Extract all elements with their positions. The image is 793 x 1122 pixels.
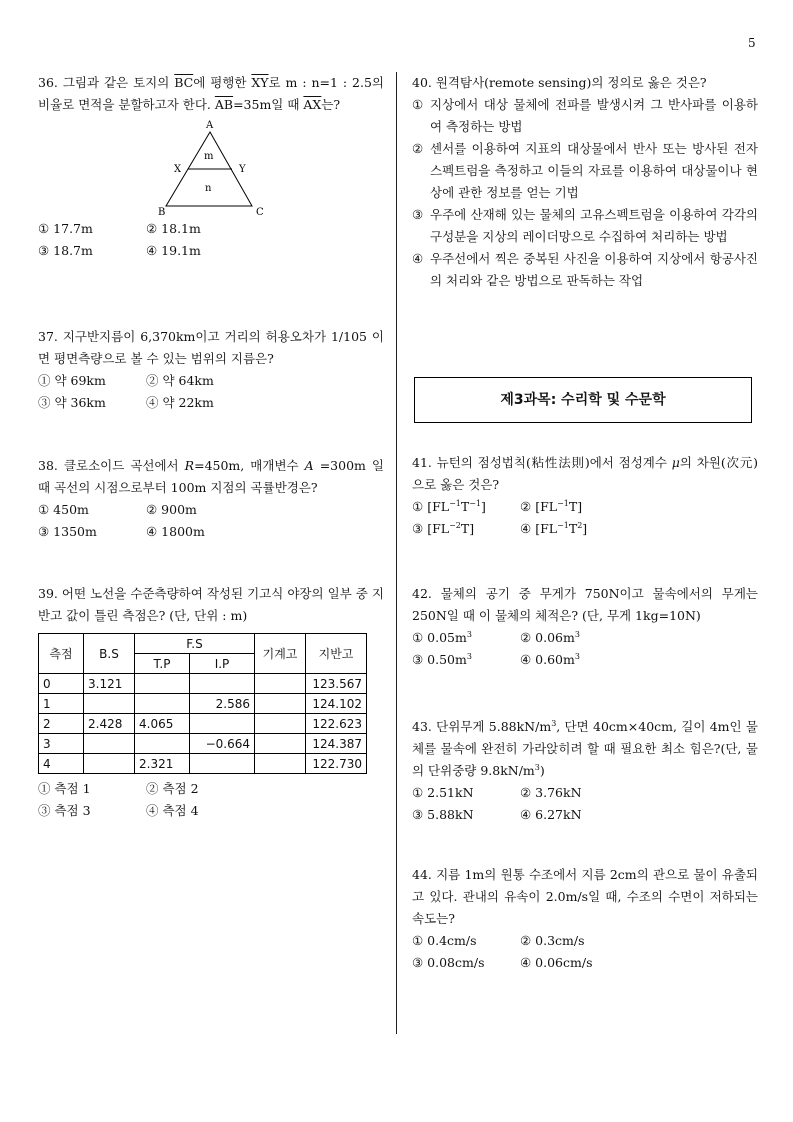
label-c: C bbox=[256, 207, 264, 218]
label-n: n bbox=[205, 183, 212, 194]
option-3[interactable]: ③ 측점 3 bbox=[38, 803, 91, 818]
option-2[interactable]: ② 3.76kN bbox=[520, 785, 582, 800]
option-1[interactable]: ① 약 69km bbox=[38, 373, 106, 388]
option-1[interactable]: ① 지상에서 대상 물체에 전파를 발생시켜 그 반사파를 이용하여 측정하는 방법 bbox=[412, 97, 758, 134]
question-37-options bbox=[38, 370, 384, 414]
label-y: Y bbox=[239, 164, 246, 175]
question-39-stem: 39. 어떤 노선을 수준측량하여 작성된 기고식 야장의 일부 중 지반고 값이 틀린 측점은? (단, 단위 : m) bbox=[38, 586, 384, 623]
table-row: 3 −0.664 124.387 bbox=[39, 734, 367, 754]
subject-heading: 제3과목: 수리학 및 수문학 bbox=[414, 377, 752, 423]
option-4[interactable]: ④ 6.27kN bbox=[520, 807, 582, 822]
label-a: A bbox=[206, 120, 214, 131]
question-37 bbox=[38, 326, 384, 414]
question-40 bbox=[412, 72, 758, 292]
question-42-options bbox=[412, 627, 758, 671]
option-4[interactable]: ④ 0.06cm/s bbox=[520, 955, 593, 970]
question-36 bbox=[38, 72, 384, 262]
header-tp: T.P bbox=[135, 654, 190, 674]
option-4[interactable]: ④ 19.1m bbox=[146, 243, 201, 258]
table-row: 0 3.121 123.567 bbox=[39, 674, 367, 694]
option-3[interactable]: ③ 5.88kN bbox=[412, 807, 474, 822]
option-4[interactable]: ④ 약 22km bbox=[146, 395, 214, 410]
option-2[interactable]: ② 0.3cm/s bbox=[520, 933, 585, 948]
leveling-field-book-table bbox=[38, 633, 367, 774]
option-3[interactable]: ③ $0.50m^3$ bbox=[412, 651, 472, 667]
option-2[interactable]: ② 측점 2 bbox=[146, 781, 199, 796]
label-x: X bbox=[174, 164, 182, 175]
question-40-stem: 40. 원격탐사(remote sensing)의 정의로 옳은 것은? bbox=[412, 75, 707, 90]
option-1[interactable]: ① 0.4cm/s bbox=[412, 933, 477, 948]
option-3[interactable]: ③ 18.7m bbox=[38, 243, 93, 258]
header-instrument-height: 기계고 bbox=[255, 634, 306, 674]
label-m: m bbox=[204, 151, 214, 162]
option-4[interactable]: ④ 1800m bbox=[146, 524, 205, 539]
option-2[interactable]: ② 18.1m bbox=[146, 221, 201, 236]
question-42-stem: 42. 물체의 공기 중 무게가 750N이고 물속에서의 무게는 250N일 때 이 물체의 체적은? (단, 무게 1kg=10N) bbox=[412, 586, 758, 623]
option-2[interactable]: ② $[FL^{-1}T]$ bbox=[520, 498, 583, 514]
option-1[interactable]: ① 2.51kN bbox=[412, 785, 474, 800]
option-2[interactable]: ② 900m bbox=[146, 502, 197, 517]
question-38-options bbox=[38, 499, 384, 543]
header-station: 측점 bbox=[39, 634, 84, 674]
option-2[interactable]: ② $0.06m^3$ bbox=[520, 629, 580, 645]
option-3[interactable]: ③ 약 36km bbox=[38, 395, 106, 410]
question-41 bbox=[412, 452, 758, 540]
option-2[interactable]: ② 센서를 이용하여 지표의 대상물에서 반사 또는 방사된 전자 스펙트럼을 측정하고 이들의 자료를 이용하여 대상물이나 현상에 관한 정보를 얻는 기법 bbox=[412, 141, 758, 200]
table-row: 1 2.586 124.102 bbox=[39, 694, 367, 714]
question-39 bbox=[38, 583, 384, 822]
question-38 bbox=[38, 455, 384, 543]
question-44-options bbox=[412, 930, 758, 974]
question-37-stem: 37. 지구반지름이 6,370km이고 거리의 허용오차가 1/105 이면 평면측량으로 볼 수 있는 범위의 지름은? bbox=[38, 329, 384, 366]
question-41-stem: 41. 뉴턴의 점성법칙(粘性法則)에서 점성계수 μ의 차원(次元)으로 옳은 것은? bbox=[412, 455, 758, 492]
option-4[interactable]: ④ $0.60m^3$ bbox=[520, 651, 580, 667]
table-row: 2 2.428 4.065 122.623 bbox=[39, 714, 367, 734]
question-44-stem: 44. 지름 1m의 원통 수조에서 지름 2cm의 관으로 물이 유출되고 있다. 관내의 유속이 2.0m/s일 때, 수조의 수면이 저하되는 속도는? bbox=[412, 867, 758, 926]
question-43-stem: 43. 단위무게 $5.88kN/m^3$, 단면 40cm×40cm, 길이 4m인 물체를 물속에 완전히 가라앉히려 할 때 필요한 최소 힘은?(단, 물의 단위중량 $9.8kN/m^3$) bbox=[412, 718, 758, 778]
column-divider bbox=[396, 72, 397, 1034]
option-3[interactable]: ③ $[FL^{-2}T]$ bbox=[412, 520, 475, 536]
option-4[interactable]: ④ $[FL^{-1}T^2]$ bbox=[520, 520, 588, 536]
label-b: B bbox=[158, 207, 166, 218]
header-ip: I.P bbox=[190, 654, 255, 674]
header-bs: B.S bbox=[84, 634, 135, 674]
header-fs: F.S bbox=[135, 634, 255, 654]
option-3[interactable]: ③ 1350m bbox=[38, 524, 97, 539]
question-43 bbox=[412, 716, 758, 826]
question-41-options bbox=[412, 496, 758, 540]
question-36-options bbox=[38, 218, 384, 262]
header-ground-height: 지반고 bbox=[306, 634, 367, 674]
question-36-stem: 36. 그림과 같은 토지의 $\overline{BC}$에 평행한 $\overline{XY}$로 m : n=1 : 2.5의 비율로 면적을 분할하고자 한다. $\overline{AB}=35m$일 때 $\overline{AX}$는? bbox=[38, 75, 384, 112]
question-39-options bbox=[38, 778, 384, 822]
option-4[interactable]: ④ 측점 4 bbox=[146, 803, 199, 818]
option-1[interactable]: ① 450m bbox=[38, 502, 89, 517]
option-1[interactable]: ① 17.7m bbox=[38, 221, 93, 236]
question-38-stem: 38. 클로소이드 곡선에서 R=450m, 매개변수 A =300m 일 때 곡선의 시점으로부터 100m 지점의 곡률반경은? bbox=[38, 458, 384, 495]
page-number: 5 bbox=[748, 36, 756, 50]
question-43-options bbox=[412, 782, 758, 826]
question-42 bbox=[412, 583, 758, 671]
option-2[interactable]: ② 약 64km bbox=[146, 373, 214, 388]
option-4[interactable]: ④ 우주선에서 찍은 중복된 사진을 이용하여 지상에서 항공사진의 처리와 같은 방법으로 판독하는 작업 bbox=[412, 251, 758, 288]
table-row: 4 2.321 122.730 bbox=[39, 754, 367, 774]
option-3[interactable]: ③ 0.08cm/s bbox=[412, 955, 485, 970]
option-1[interactable]: ① 측점 1 bbox=[38, 781, 91, 796]
option-3[interactable]: ③ 우주에 산재해 있는 물체의 고유스펙트럼을 이용하여 각각의 구성분을 지상의 레이더망으로 수집하여 처리하는 방법 bbox=[412, 207, 758, 244]
option-1[interactable]: ① $[FL^{-1}T^{-1}]$ bbox=[412, 498, 486, 514]
option-1[interactable]: ① $0.05m^3$ bbox=[412, 629, 472, 645]
question-44 bbox=[412, 864, 758, 974]
triangle-figure bbox=[158, 120, 308, 218]
